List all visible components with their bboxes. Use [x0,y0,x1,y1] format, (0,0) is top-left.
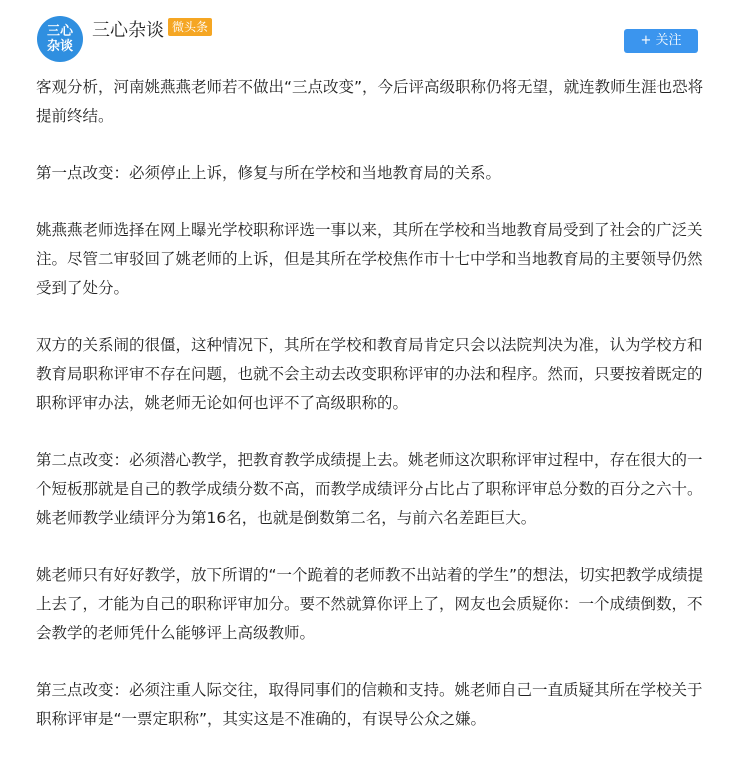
article-paragraph: 第一点改变：必须停止上诉，修复与所在学校和当地教育局的关系。 [36,164,502,182]
article-body [36,73,708,762]
author-avatar[interactable] [37,16,83,62]
author-name[interactable]: 三心杂谈 [92,20,164,41]
article-paragraph: 姚老师只有好好教学，放下所谓的“一个跪着的老师教不出站着的学生”的想法，切实把教学成绩提上去了，才能为自己的职称评审加分。要不然就算你评上了，网友也会质疑你：一个成绩倒数，不会教学的老师凭什么能够评上高级教师。 [36,566,704,642]
article-paragraph: 姚燕燕老师选择在网上曝光学校职称评选一事以来，其所在学校和当地教育局受到了社会的广泛关注。尽管二审驳回了姚老师的上诉，但是其所在学校焦作市十七中学和当地教育局的主要领导仍然受到了处分。 [36,221,703,297]
weitoutiao-badge: 微头条 [168,18,212,36]
avatar-text-line2: 杂谈 [46,39,73,54]
article-paragraph: 客观分析，河南姚燕燕老师若不做出“三点改变”，今后评高级职称仍将无望，就连教师生涯也恐将提前终结。 [36,78,704,125]
article-paragraph: 双方的关系闹的很僵，这种情况下，其所在学校和教育局肯定只会以法院判决为准，认为学校方和教育局职称评审不存在问题，也就不会主动去改变职称评审的办法和程序。然而，只要按着既定的职称评审办法，姚老师无论如何也评不了高级职称的。 [36,336,703,412]
article-paragraph: 第三点改变：必须注重人际交往，取得同事们的信赖和支持。姚老师自己一直质疑其所在学校关于职称评审是“一票定职称”，其实这是不准确的，有误导公众之嫌。 [36,681,703,728]
post-header [0,0,744,70]
avatar-text-line1: 三心 [46,24,73,39]
article-paragraph: 第二点改变：必须潜心教学，把教育教学成绩提上去。姚老师这次职称评审过程中，存在很大的一个短板那就是自己的教学成绩分数不高，而教学成绩评分占比占了职称评审总分数的百分之六十。姚老师教学业绩评分为第16名，也就是倒数第二名，与前六名差距巨大。 [36,451,703,527]
follow-button[interactable]: + 关注 [624,29,698,53]
